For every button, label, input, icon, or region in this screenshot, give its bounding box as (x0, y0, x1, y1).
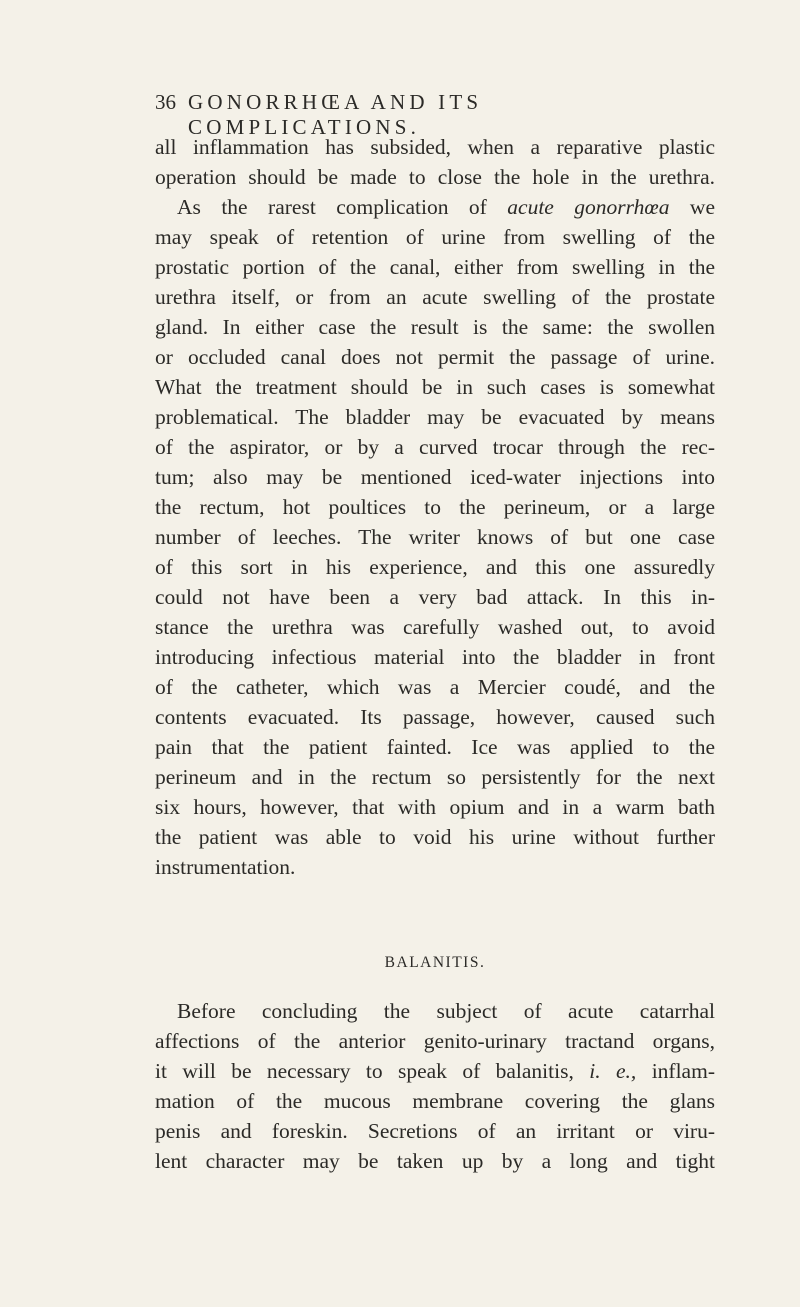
page-number: 36 (155, 90, 176, 114)
text-line: operation should be made to close the hole in the urethra. (155, 165, 715, 189)
text-line: six hours, however, that with opium and in a warm bath (155, 795, 715, 819)
text-line: introducing infectious material into the bladder in front (155, 645, 715, 669)
text-line: urethra itself, or from an acute swelling of the prostate (155, 285, 715, 309)
text-line: problematical. The bladder may be evacuated by means (155, 405, 715, 429)
text-line: tum; also may be mentioned iced-water injections into (155, 465, 715, 489)
text-line: may speak of retention of urine from swelling of the (155, 225, 715, 249)
text-line: pain that the patient fainted. Ice was applied to the (155, 735, 715, 759)
running-title: GONORRHŒA AND ITS COMPLICATIONS. (188, 90, 483, 139)
text-line: of the catheter, which was a Mercier coudé, and the (155, 675, 715, 699)
text-line: affections of the anterior genito-urinary tractand organs, (155, 1029, 715, 1053)
text-line: As the rarest complication of acute gonorrhœa we (177, 195, 715, 219)
text-line: the rectum, hot poultices to the perineum, or a large (155, 495, 715, 519)
text-line: or occluded canal does not permit the passage of urine. (155, 345, 715, 369)
text-line: gland. In either case the result is the same: the swollen (155, 315, 715, 339)
text-line: number of leeches. The writer knows of but one case (155, 525, 715, 549)
text-line: What the treatment should be in such cases is somewhat (155, 375, 715, 399)
text-line: the patient was able to void his urine without further (155, 825, 715, 849)
text-line: penis and foreskin. Secretions of an irritant or viru- (155, 1119, 715, 1143)
text-line: of the aspirator, or by a curved trocar through the rec- (155, 435, 715, 459)
section-heading: BALANITIS. (384, 954, 486, 971)
italic-phrase: i. e., (589, 1059, 637, 1083)
text-line: of this sort in his experience, and this one assuredly (155, 555, 715, 579)
text-line: stance the urethra was carefully washed out, to avoid (155, 615, 715, 639)
text-line: contents evacuated. Its passage, however, caused such (155, 705, 715, 729)
running-head (155, 90, 715, 139)
text-line: prostatic portion of the canal, either from swelling in the (155, 255, 715, 279)
text-line: perineum and in the rectum so persistently for the next (155, 765, 715, 789)
text-line: lent character may be taken up by a long and tight (155, 1149, 715, 1173)
text-line: mation of the mucous membrane covering the glans (155, 1089, 715, 1113)
text-line: could not have been a very bad attack. In this in- (155, 585, 715, 609)
text-line: Before concluding the subject of acute catarrhal (177, 999, 715, 1023)
text-line: it will be necessary to speak of balanitis, i. e., inflam- (155, 1059, 715, 1083)
italic-phrase: acute gonorrhœa (507, 195, 670, 219)
text-line: all inflammation has subsided, when a reparative plastic (155, 135, 715, 159)
text-line: instrumentation. (155, 855, 296, 879)
